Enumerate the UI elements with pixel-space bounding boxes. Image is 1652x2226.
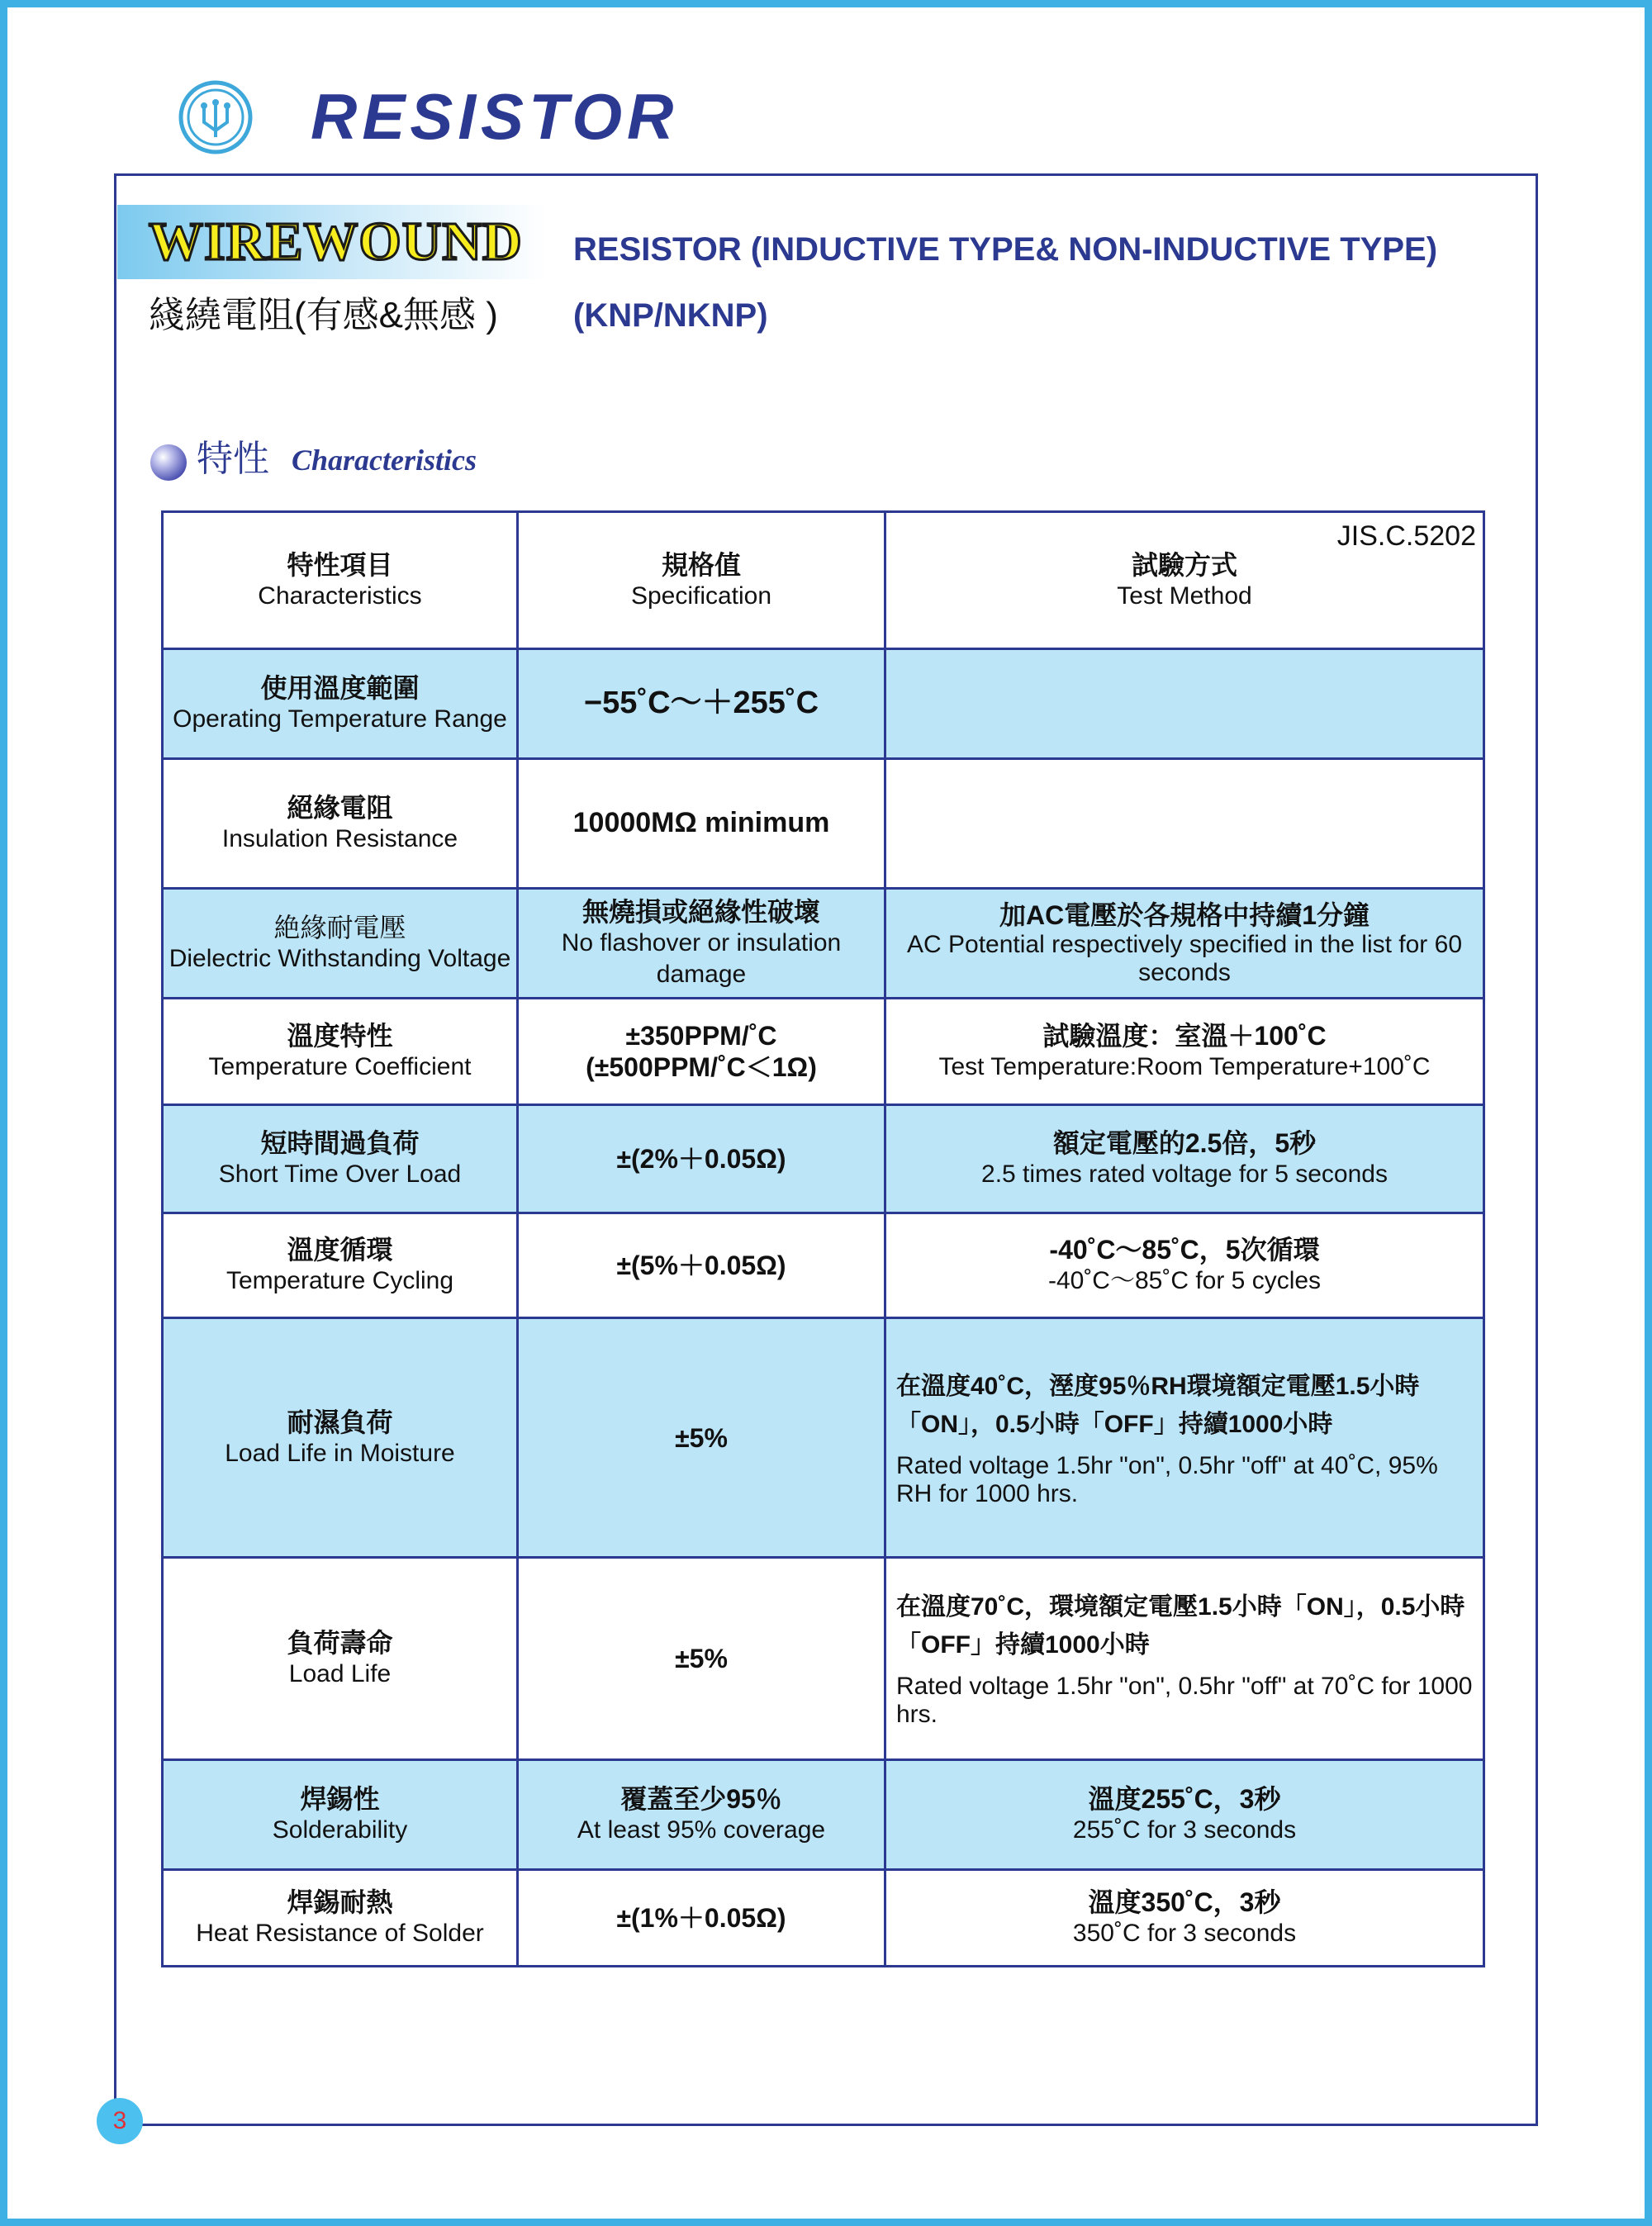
method-cell xyxy=(885,889,1484,999)
char-zh: 溫度特性 xyxy=(287,1021,393,1051)
spec-cell xyxy=(518,1105,885,1213)
table-row xyxy=(163,759,1484,889)
characteristics-table xyxy=(161,510,1485,1967)
method-en: 2.5 times rated voltage for 5 seconds xyxy=(981,1160,1388,1188)
spec-value: 10000MΩ minimum xyxy=(572,807,830,838)
table-row xyxy=(163,1760,1484,1870)
model-code: (KNP/NKNP) xyxy=(573,297,768,334)
char-cell xyxy=(163,1558,518,1760)
header-zh: 規格值 xyxy=(661,549,741,580)
method-zh: 溫度350˚C，3秒 xyxy=(1088,1887,1281,1917)
spec-cell xyxy=(518,1318,885,1558)
header-test-method xyxy=(885,512,1484,649)
table-row xyxy=(163,649,1484,759)
method-cell xyxy=(885,999,1484,1105)
table-row xyxy=(163,1213,1484,1318)
product-subtitle-zh: 綫繞電阻(有感&無感 ) xyxy=(149,295,498,335)
method-cell xyxy=(885,1558,1484,1760)
char-zh: 溫度循環 xyxy=(287,1235,393,1265)
char-cell xyxy=(163,1213,518,1318)
method-en: AC Potential respectively specified in the list for 60 seconds xyxy=(907,931,1462,986)
spec-cell xyxy=(518,999,885,1105)
spec-cell xyxy=(518,1558,885,1760)
char-en: Operating Temperature Range xyxy=(173,705,507,733)
header-zh: 試驗方式 xyxy=(1131,549,1237,580)
char-en: Temperature Coefficient xyxy=(208,1053,472,1080)
char-cell xyxy=(163,759,518,889)
char-cell xyxy=(163,1760,518,1870)
method-cell xyxy=(885,1105,1484,1213)
method-en: -40˚C～85˚C for 5 cycles xyxy=(1047,1267,1322,1294)
method-zh: 額定電壓的2.5倍，5秒 xyxy=(1052,1128,1317,1158)
method-cell xyxy=(885,1870,1484,1967)
method-en: Test Temperature:Room Temperature+100˚C xyxy=(938,1053,1431,1080)
header-specification xyxy=(518,512,885,649)
char-cell xyxy=(163,1318,518,1558)
spec-cell xyxy=(518,649,885,759)
brand-title: RESISTOR xyxy=(311,80,679,153)
char-cell xyxy=(163,1105,518,1213)
char-zh: 絶緣耐電壓 xyxy=(273,913,406,942)
spec-en: No flashover or insulation damage xyxy=(561,929,842,988)
section-title-en: Characteristics xyxy=(292,444,477,477)
method-en: Rated voltage 1.5hr "on", 0.5hr "off" at 40˚C, 95% RH for 1000 hrs. xyxy=(896,1451,1438,1507)
standard-label: JIS.C.5202 xyxy=(1336,520,1476,552)
method-cell xyxy=(885,759,1484,889)
method-zh: 試驗溫度：室溫＋100˚C xyxy=(1042,1021,1327,1051)
char-en: Heat Resistance of Solder xyxy=(196,1920,484,1947)
char-zh: 短時間過負荷 xyxy=(260,1128,420,1158)
spec-value: ±(1%＋0.05Ω) xyxy=(616,1903,786,1933)
spec-zh: 覆蓋至少95％ xyxy=(620,1784,782,1814)
spec-cell xyxy=(518,1760,885,1870)
method-en: 255˚C for 3 seconds xyxy=(1072,1816,1297,1844)
spec-cell xyxy=(518,759,885,889)
page-number: 3 xyxy=(97,2098,143,2144)
header-en: Characteristics xyxy=(258,581,422,610)
table-row xyxy=(163,1318,1484,1558)
table-row xyxy=(163,1105,1484,1213)
spec-zh: 無燒損或絕緣性破壞 xyxy=(582,897,820,927)
spec-cell xyxy=(518,1213,885,1318)
method-zh: 加AC電壓於各規格中持續1分鐘 xyxy=(999,900,1370,930)
char-cell xyxy=(163,889,518,999)
spec-cell xyxy=(518,889,885,999)
method-zh: 在溫度40˚C，溼度95％RH環境額定電壓1.5小時「ON」，0.5小時「OFF」持續1000小時 xyxy=(896,1372,1420,1438)
char-zh: 焊錫耐熱 xyxy=(287,1887,393,1917)
char-zh: 絕緣電阻 xyxy=(287,793,393,823)
table-row xyxy=(163,889,1484,999)
method-en: Rated voltage 1.5hr "on", 0.5hr "off" at 70˚C for 1000 hrs. xyxy=(896,1673,1473,1728)
method-zh: 溫度255˚C，3秒 xyxy=(1088,1784,1281,1814)
method-cell xyxy=(885,1318,1484,1558)
char-en: Solderability xyxy=(272,1816,408,1844)
spec-value: −55˚C～＋255˚C xyxy=(583,685,819,720)
method-cell xyxy=(885,1213,1484,1318)
section-title-zh: 特性 xyxy=(197,439,269,479)
char-cell xyxy=(163,1870,518,1967)
method-zh: -40˚C～85˚C，5次循環 xyxy=(1049,1235,1320,1265)
method-zh: 在溫度70˚C，環境額定電壓1.5小時「ON」，0.5小時「OFF」持續1000小時 xyxy=(896,1593,1465,1659)
spec-cell xyxy=(518,1870,885,1967)
char-cell xyxy=(163,999,518,1105)
method-cell xyxy=(885,649,1484,759)
spec-zh: ±350PPM/˚C xyxy=(625,1021,777,1051)
char-en: Temperature Cycling xyxy=(225,1267,454,1294)
char-en: Load Life xyxy=(288,1660,392,1687)
char-cell xyxy=(163,649,518,759)
header-characteristics xyxy=(163,512,518,649)
circuit-logo-icon xyxy=(178,79,254,155)
char-en: Load Life in Moisture xyxy=(225,1439,455,1467)
section-bullet-icon xyxy=(150,444,187,481)
header-en: Test Method xyxy=(1117,581,1252,610)
spec-value: ±(2%＋0.05Ω) xyxy=(616,1144,786,1174)
table-header-row xyxy=(163,512,1484,649)
char-zh: 使用溫度範圍 xyxy=(260,673,420,703)
char-zh: 負荷壽命 xyxy=(287,1628,393,1658)
header-en: Specification xyxy=(630,581,772,610)
char-en: Short Time Over Load xyxy=(218,1160,462,1188)
table-row xyxy=(163,999,1484,1105)
method-en: 350˚C for 3 seconds xyxy=(1072,1920,1297,1947)
table-row xyxy=(163,1870,1484,1967)
spec-en: (±500PPM/˚C＜1Ω) xyxy=(586,1052,817,1082)
spec-value: ±(5%＋0.05Ω) xyxy=(616,1251,786,1280)
char-en: Insulation Resistance xyxy=(221,825,458,852)
header-zh: 特性項目 xyxy=(287,549,393,580)
product-subtitle-en: RESISTOR (INDUCTIVE TYPE& NON-INDUCTIVE TYPE) xyxy=(573,231,1438,268)
table-row xyxy=(163,1558,1484,1760)
char-zh: 耐濕負荷 xyxy=(287,1407,393,1437)
char-zh: 焊錫性 xyxy=(300,1784,380,1814)
spec-en: At least 95% coverage xyxy=(577,1816,826,1844)
spec-value: ±5% xyxy=(675,1644,728,1673)
spec-value: ±5% xyxy=(675,1422,728,1453)
banner-word: WIREWOUND xyxy=(149,211,523,272)
method-cell xyxy=(885,1760,1484,1870)
char-en: Dielectric Withstanding Voltage xyxy=(169,945,511,972)
